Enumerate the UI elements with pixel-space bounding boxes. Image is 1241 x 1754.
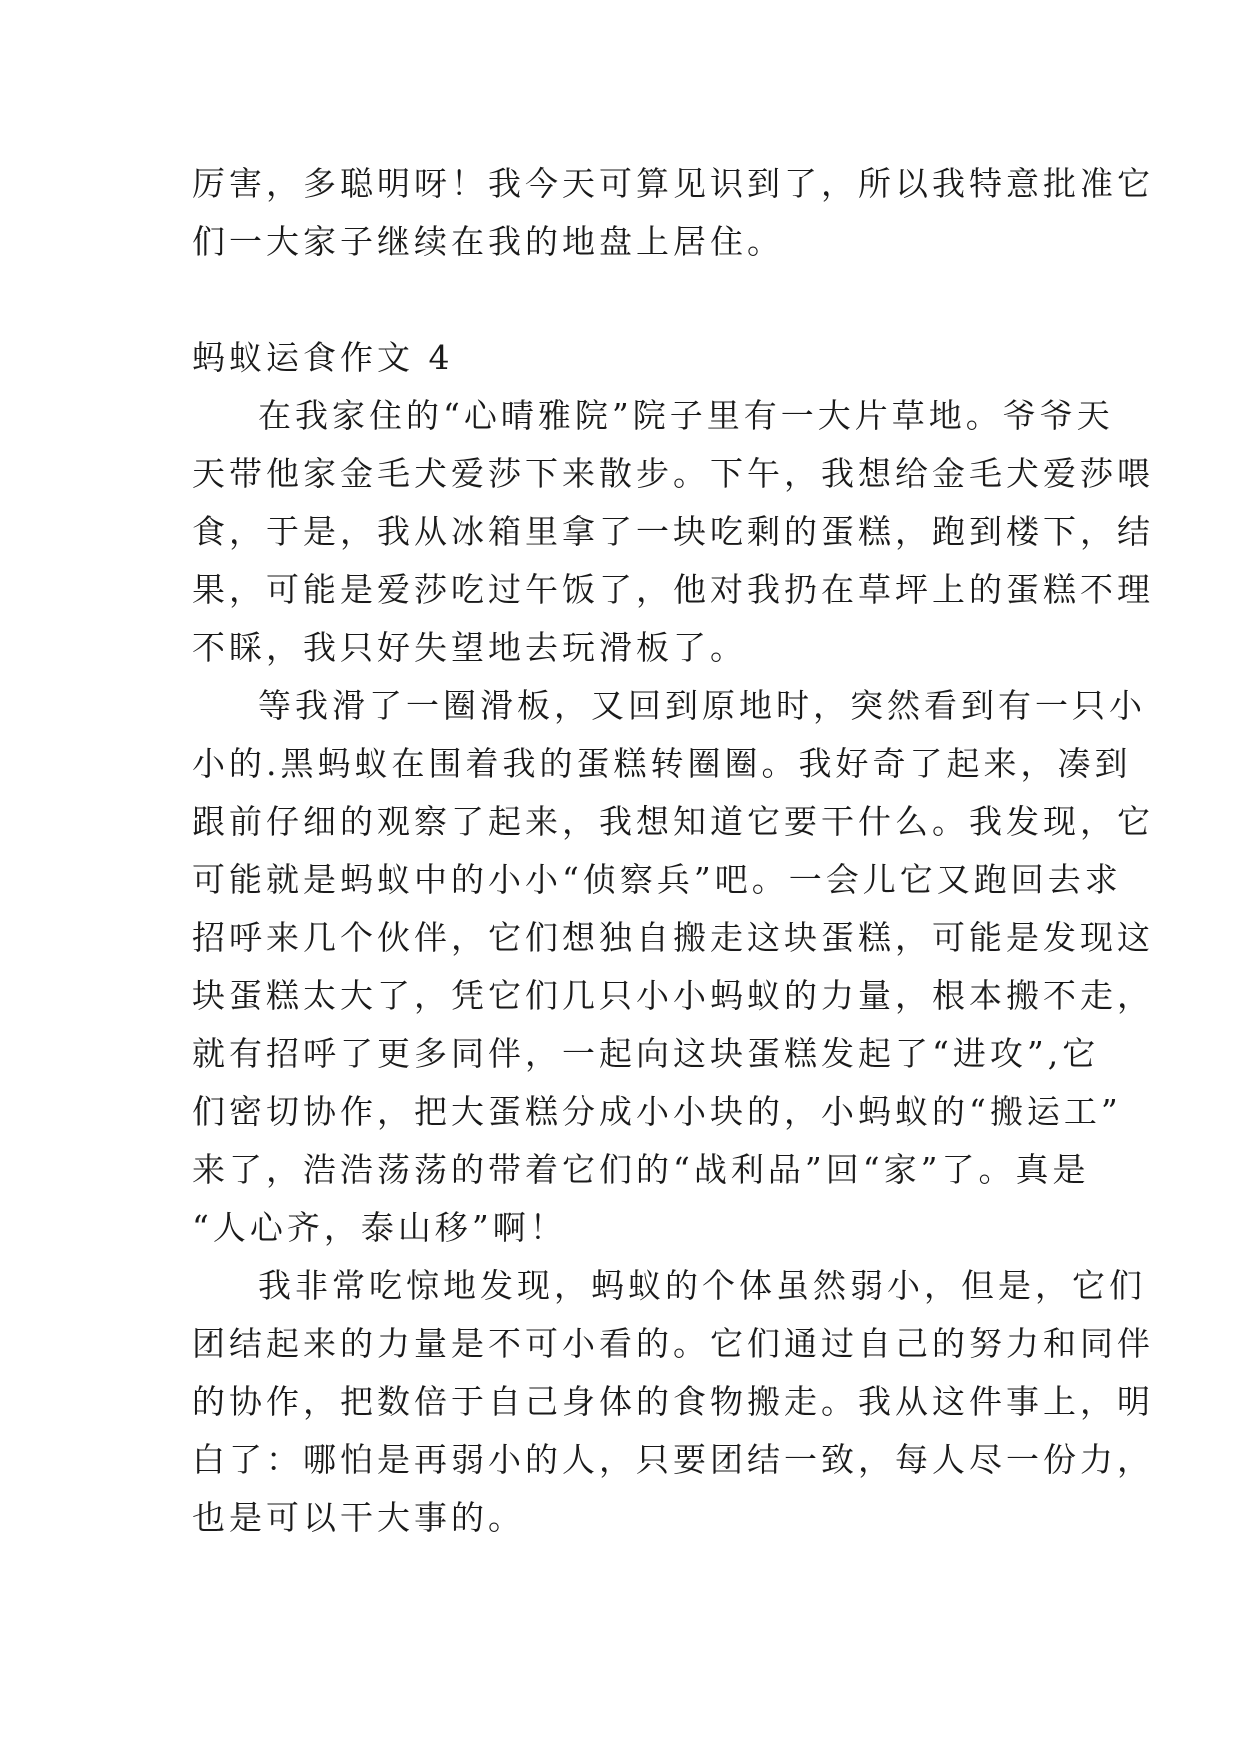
paragraph-line: 天带他家金毛犬爱莎下来散步。下午，我想给金毛犬爱莎喂	[192, 454, 1154, 493]
paragraph-line: 食，于是，我从冰箱里拿了一块吃剩的蛋糕，跑到楼下，结	[192, 512, 1154, 551]
paragraph-line: 块蛋糕太大了，凭它们几只小小蚂蚁的力量，根本搬不走，	[192, 976, 1154, 1015]
paragraph-line: 就有招呼了更多同伴，一起向这块蛋糕发起了“进攻”,它	[192, 1034, 1100, 1073]
paragraph-line: 们密切协作，把大蛋糕分成小小块的，小蚂蚁的“搬运工”	[192, 1092, 1122, 1131]
paragraph-line: 不睬，我只好失望地去玩滑板了。	[192, 628, 747, 667]
paragraph-line: 白了：哪怕是再弱小的人，只要团结一致，每人尽一份力，	[192, 1440, 1154, 1479]
paragraph-line: 招呼来几个伙伴，它们想独自搬走这块蛋糕，可能是发现这	[192, 918, 1154, 957]
paragraph-line: 果，可能是爱莎吃过午饭了，他对我扔在草坪上的蛋糕不理	[192, 570, 1154, 609]
paragraph-line: 等我滑了一圈滑板，又回到原地时，突然看到有一只小	[258, 686, 1146, 725]
paragraph-line: “人心齐，泰山移”啊！	[192, 1208, 567, 1247]
paragraph-line: 来了，浩浩荡荡的带着它们的“战利品”回“家”了。真是	[192, 1150, 1090, 1189]
paragraph-line: 小的.黑蚂蚁在围着我的蛋糕转圈圈。我好奇了起来，凑到	[192, 744, 1132, 783]
intro-line: 厉害，多聪明呀！我今天可算见识到了，所以我特意批准它	[192, 164, 1154, 203]
paragraph-line: 团结起来的力量是不可小看的。它们通过自己的努力和同伴	[192, 1324, 1154, 1363]
paragraph-line: 在我家住的“心晴雅院”院子里有一大片草地。爷爷天	[258, 396, 1114, 435]
paragraph-line: 跟前仔细的观察了起来，我想知道它要干什么。我发现，它	[192, 802, 1154, 841]
paragraph-line: 的协作，把数倍于自己身体的食物搬走。我从这件事上，明	[192, 1382, 1154, 1421]
paragraph-line: 也是可以干大事的。	[192, 1498, 525, 1537]
section-title: 蚂蚁运食作文 4	[192, 338, 454, 377]
paragraph-line: 我非常吃惊地发现，蚂蚁的个体虽然弱小，但是，它们	[258, 1266, 1146, 1305]
paragraph-line: 可能就是蚂蚁中的小小“侦察兵”吧。一会儿它又跑回去求	[192, 860, 1122, 899]
intro-line: 们一大家子继续在我的地盘上居住。	[192, 222, 784, 261]
